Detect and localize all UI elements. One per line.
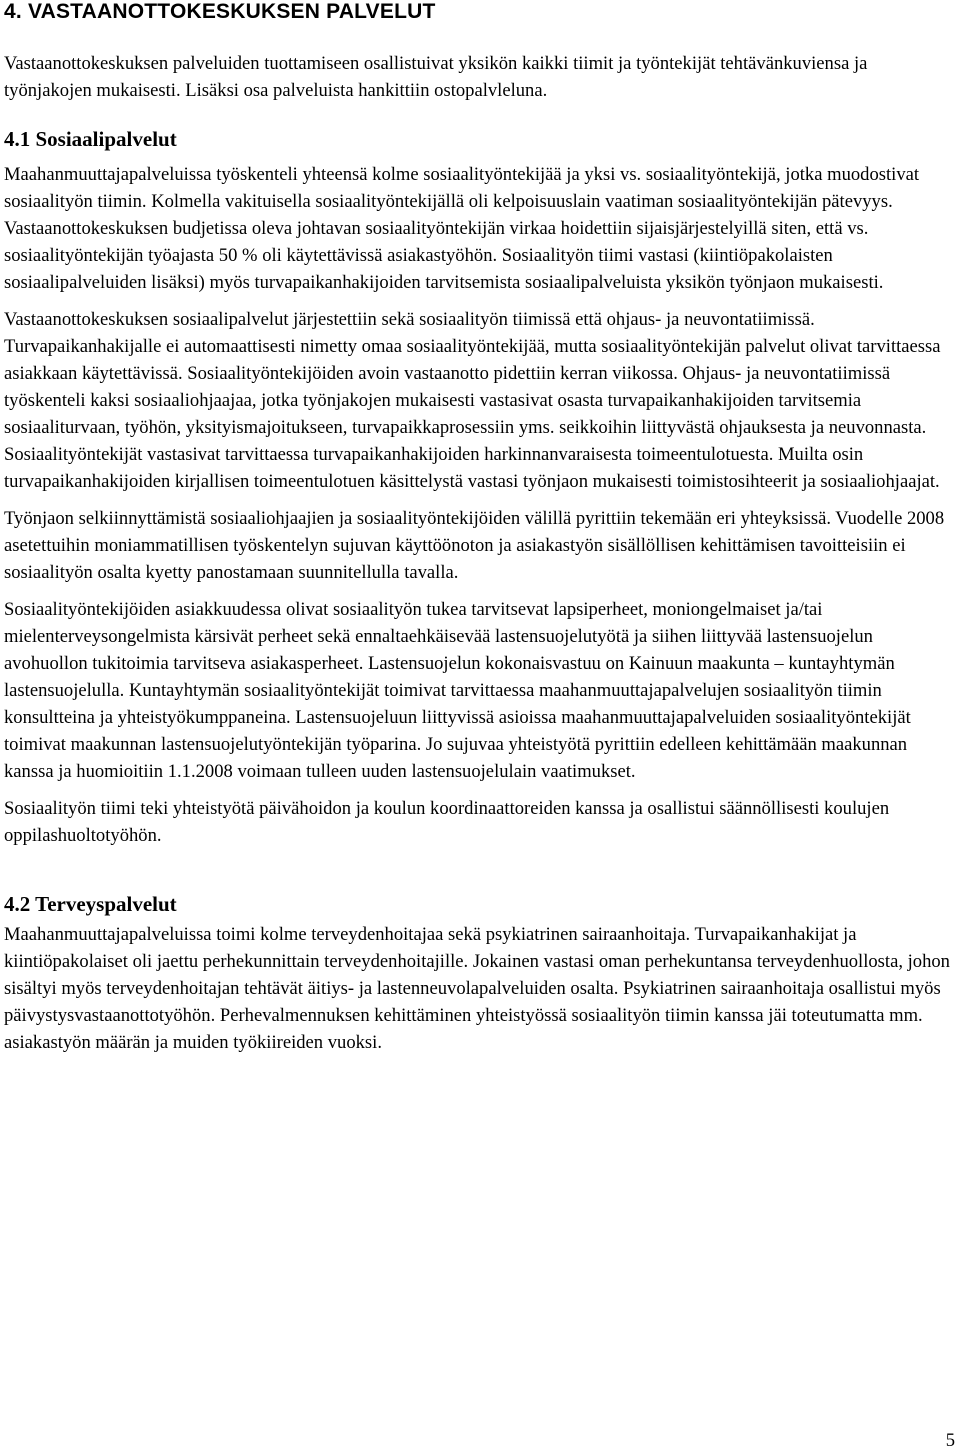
social-services-paragraph-3: Työnjaon selkiinnyttämistä sosiaaliohjaajien ja sosiaalityöntekijöiden välillä pyrittiin tekemään eri yhteyksissä. Vuodelle 2008 asetettuihin moniammatillisen työskentelyn sujuvan käyttöönoton ja asiakastyön sisällöllisen kehittämisen tavoitteisiin ei sosiaalityön osalta kyetty panostamaan suunnitellulla tavalla. bbox=[4, 508, 945, 583]
social-services-paragraph-2: Vastaanottokeskuksen sosiaalipalvelut järjestettiin sekä sosiaalityön tiimissä että ohjaus- ja neuvontatiimissä. Turvapaikanhakijalle ei automaattisesti nimetty omaa sosiaalityöntekijää, mutta sosiaalityöntekijän palvelut olivat tarvittaessa asiakkaan käytettävissä. Sosiaalityöntekijöiden avoin vastaanotto pidettiin kerran viikossa. Ohjaus- ja neuvontatiimissä työskenteli kaksi sosiaaliohjaajaa, jotka työnjakojen mukaisesti vastasivat osasta turvapaikanhakijoiden tarvitsemia sosiaaliturvaan, työhön, yksityismajoitukseen, turvapaikkaprosessiin yms. seikkoihin liittyvästä ohjauksesta ja neuvonnasta. Sosiaalityöntekijät vastasivat tarvittaessa turvapaikanhakijoiden harkinnanvaraisesta toimeentulotuesta. Muilta osin turvapaikanhakijoiden kirjallisen toimeentulotuen käsittelystä vastasi työnjaon mukaisesti toimistosihteerit ja sosiaaliohjaajat. bbox=[4, 309, 941, 492]
subsection-heading-social-services: 4.1 Sosiaalipalvelut bbox=[4, 127, 177, 151]
social-services-paragraph-4: Sosiaalityöntekijöiden asiakkuudessa olivat sosiaalityön tukea tarvitsevat lapsiperheet, moniongelmaiset ja/tai mielenterveysongelmista kärsivät perheet sekä ennaltaehkäisevää lastensuojelutyötä ja siihen liittyvää lastensuojelun avohuollon tukitoimia tarvitseva asiakasperheet. Lastensuojelun kokonaisvastuu on Kainuun maakunta – kuntayhtymän lastensuojelulla. Kuntayhtymän sosiaalityöntekijät toimivat tarvittaessa maahanmuuttajapalvelujen sosiaalityön tiimin konsultteina ja yhteistyökumppaneina. Lastensuojeluun liittyvissä asioissa maahanmuuttajapalveluiden sosiaalityöntekijät toimivat maakunnan lastensuojelutyöntekijän työparina. Jo sujuvaa yhteistyötä pyrittiin edelleen kehittämään maakunnan kanssa ja huomioitiin 1.1.2008 voimaan tulleen uuden lastensuojelulain vaatimukset. bbox=[4, 599, 911, 782]
page-number: 5 bbox=[945, 1430, 955, 1451]
social-services-paragraph-1: Maahanmuuttajapalveluissa työskenteli yhteensä kolme sosiaalityöntekijää ja yksi vs. sosiaalityöntekijä, jotka muodostivat sosiaalityön tiimin. Kolmella vakituisella sosiaalityöntekijällä oli kelpoisuuslain vaatiman sosiaalityöntekijän pätevyys. Vastaanottokeskuksen budjetissa oleva johtavan sosiaalityöntekijän virkaa hoidettiin sijaisjärjestelyillä siten, että vs. sosiaalityöntekijän työajasta 50 % oli käytettävissä asiakastyöhön. Sosiaalityön tiimi vastasi (kiintiöpakolaisten sosiaalipalveluiden lisäksi) myös turvapaikanhakijoiden tarvitsemista sosiaalipalveluista yksikön työnjaon mukaisesti. bbox=[4, 164, 920, 293]
health-services-paragraph-1: Maahanmuuttajapalveluissa toimi kolme terveydenhoitajaa sekä psykiatrinen sairaanhoitaja. Turvapaikanhakijat ja kiintiöpakolaiset oli jaettu perhekunnittain terveydenhoitajille. Jokainen vastasi oman perhekuntansa terveydenhuollosta, johon sisältyi myös terveydenhoitajan tehtävät äitiys- ja lastenneuvolapalveluiden osalta. Psykiatrinen sairaanhoitaja osallistui myös päivystysvastaanottotyöhön. Perhevalmennuksen kehittäminen yhteistyössä sosiaalityön tiimin kanssa jäi toteutumatta mm. asiakastyön määrän ja muiden työkiireiden vuoksi. bbox=[4, 924, 950, 1053]
document-page bbox=[4, 0, 952, 1056]
section-intro-paragraph: Vastaanottokeskuksen palveluiden tuottamiseen osallistuivat yksikön kaikki tiimit ja työntekijät tehtävänkuviensa ja työnjakojen mukaisesti. Lisäksi osa palveluista hankittiin ostopalvleluna. bbox=[4, 53, 868, 101]
section-heading: 4. VASTAANOTTOKESKUKSEN PALVELUT bbox=[4, 0, 436, 23]
social-services-paragraph-5: Sosiaalityön tiimi teki yhteistyötä päivähoidon ja koulun koordinaattoreiden kanssa ja osallistui säännöllisesti koulujen oppilashuoltotyöhön. bbox=[4, 798, 890, 846]
subsection-heading-health-services: 4.2 Terveyspalvelut bbox=[4, 892, 177, 916]
